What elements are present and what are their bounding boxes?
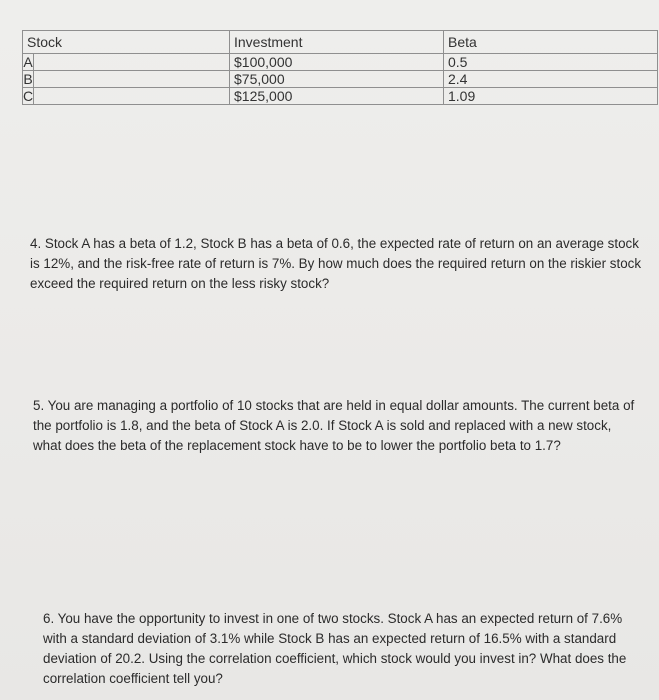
cell-beta: 2.4 — [444, 71, 658, 88]
cell-beta: 0.5 — [444, 54, 658, 71]
cell-spacer — [34, 71, 230, 88]
cell-spacer — [34, 54, 230, 71]
cell-spacer — [34, 88, 230, 105]
header-investment: Investment — [230, 31, 444, 54]
cell-beta: 1.09 — [444, 88, 658, 105]
table-header-row — [23, 31, 658, 54]
table-row — [23, 88, 658, 105]
cell-investment: $75,000 — [230, 71, 444, 88]
header-beta: Beta — [444, 31, 658, 54]
header-stock: Stock — [23, 31, 230, 54]
table-row — [23, 54, 658, 71]
cell-stock: A — [23, 54, 33, 70]
stock-table — [22, 30, 658, 105]
cell-investment: $100,000 — [230, 54, 444, 71]
question-4: 4. Stock A has a beta of 1.2, Stock B has a beta of 0.6, the expected rate of return on an average stock is 12%, and the risk-free rate of return is 7%. By how much does the required return on the riskier stock exceed the required return on the less risky stock? — [30, 236, 642, 291]
question-6: 6. You have the opportunity to invest in one of two stocks. Stock A has an expected return of 7.6% with a standard deviation of 3.1% while Stock B has an expected return of 16.5% with a standard deviation of 20.2. Using the correlation coefficient, which stock would you invest in? What does the correlation coefficient tell you? — [43, 611, 627, 686]
cell-stock: C — [23, 88, 34, 104]
cell-stock: B — [23, 71, 33, 87]
table-row — [23, 71, 658, 88]
cell-investment: $125,000 — [230, 88, 444, 105]
question-5: 5. You are managing a portfolio of 10 stocks that are held in equal dollar amounts. The current beta of the portfolio is 1.8, and the beta of Stock A is 2.0. If Stock A is sold and replaced with a new stock, what does the beta of the replacement stock have to be to lower the portfolio beta to 1.7? — [33, 398, 635, 453]
